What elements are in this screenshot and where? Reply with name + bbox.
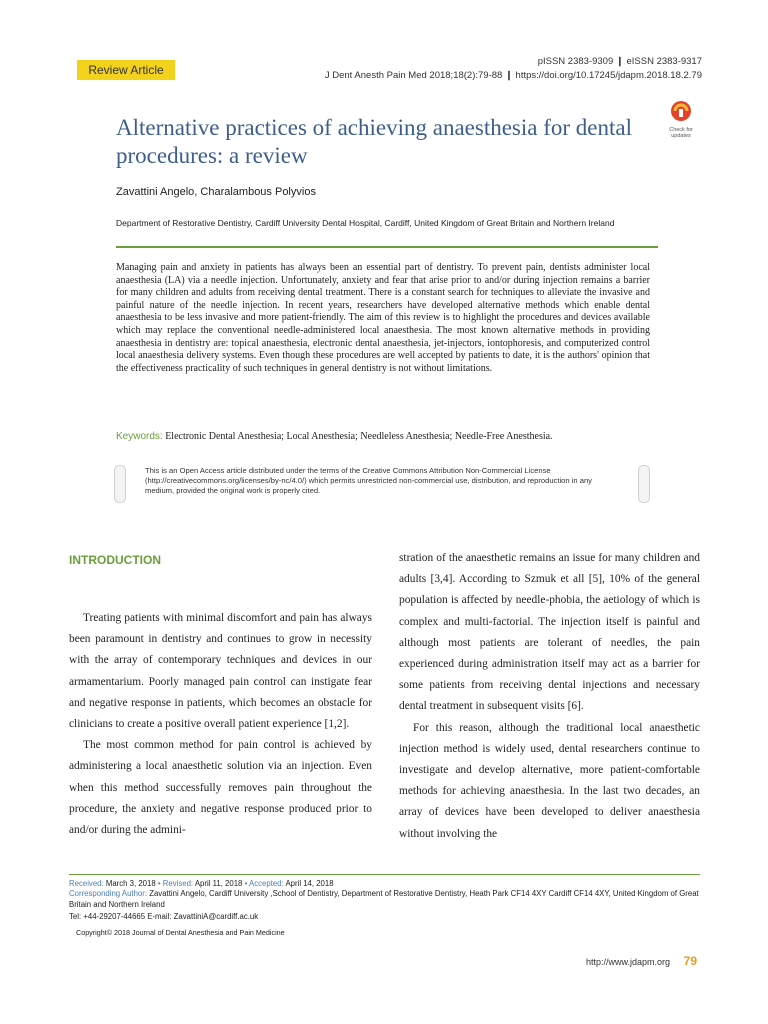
revised-date: April 11, 2018 (194, 879, 243, 888)
accepted-label: • Accepted: (244, 879, 284, 888)
accepted-date: April 14, 2018 (285, 879, 334, 888)
dates-line (69, 879, 334, 888)
abstract: Managing pain and anxiety in patients has always been an essential part of dentistry. To prevent pain, dentists administer local anaesthesia (LA) via a needle injection. Unfortunately, anxiety and fear that arise prior to and/or during injection remains a barrier for many children and adults from receiving dental treatment. There is a constant search for techniques to alleviate the invasive and painful nature of the needle injection. In recent years, researchers have developed alternative methods which enable dental anaesthesia to be less invasive and more patient-friendly. The aim of this review is to highlight the procedures and devices available which may replace the conventional needle-administered local anaesthesia. The most known alternative methods in providing anaesthesia in dentistry are: topical anaesthesia, electronic dental anaesthesia, jet-injectors, iontophoresis, and computerized control local anaesthesia delivery systems. Even though these procedures are well accepted by patients to date, it is the authors' opinion that the effectiveness practicality of such techniques in general dentistry is not without limitations. (116, 262, 650, 374)
contact-line: Tel: +44-29207-44665 E-mail: ZavattiniA@cardiff.ac.uk (69, 912, 259, 921)
received-date: March 3, 2018 (105, 879, 156, 888)
affiliation: Department of Restorative Dentistry, Cardiff University Dental Hospital, Cardiff, United Kingdom of Great Britain and Northern Ireland (116, 218, 615, 228)
journal-website-link[interactable]: http://www.jdapm.org (585, 957, 670, 967)
check-for-updates-badge[interactable] (664, 100, 698, 139)
journal-citation[interactable]: J Dent Anesth Pain Med 2018;18(2):79-88 ❙ https://doi.org/10.17245/jdapm.2018.18.2.79 (324, 70, 702, 81)
paragraph: stration of the anaesthetic remains an issue for many children and adults [3,4]. According to Szmuk et all [5], 10% of the general population is affected by needle-phobia, the aetiology of which is complex and multi-factorial. The injection itself is painful and although most patients are tolerant of needles, the pain experienced during administration itself may act as a barrier for some patients from receiving dental injections and necessary dental treatment in subsequent visits [6]. (399, 552, 700, 713)
keywords-line (116, 431, 656, 442)
copyright: Copyright© 2018 Journal of Dental Anesthesia and Pain Medicine (76, 928, 285, 937)
revised-label: • Revised: (157, 879, 194, 888)
corresponding-text: Zavattini Angelo, Cardiff University ,School of Dentistry, Department of Restorative Dentistry, Heath Park CF14 4XY Cardiff CF14 4XY, United Kingdom of Great Britain and Northern Ireland (69, 889, 699, 909)
authors: Zavattini Angelo, Charalambous Polyvios (116, 186, 316, 198)
open-access-notice: This is an Open Access article distributed under the terms of the Creative Commons Attribution Non-Commercial License (http://creativecommons.org/licenses/by-nc/4.0/) which permits unrestricted non-commercial use, distribution, and reproduction in any medium, provided the original work is properly cited. (145, 466, 592, 495)
body-column-left (69, 608, 372, 841)
received-label: Received: (69, 879, 104, 888)
body-column-right (399, 548, 700, 845)
corresponding-label: Corresponding Author: (69, 889, 148, 898)
paragraph: Treating patients with minimal discomfort and pain has always been paramount in dentistry and continues to grow in necessity with the array of contemporary techniques and devices in our armamentarium. Poorly managed pain control can instigate fear and negative response in patients, which becomes an obstacle for clinicians to create a positive overall patient experience [1,2]. (69, 612, 372, 731)
check-updates-label: Check for updates (669, 127, 693, 139)
paragraph: The most common method for pain control is achieved by administering a local anaesthetic solution via an injection. Even when this method successfully removes pain throughout the procedure, the anxiety and negative response produced prior to and/or during the admini- (69, 739, 372, 837)
right-bracket-icon (638, 465, 650, 503)
check-updates-icon (664, 100, 698, 122)
section-heading-introduction: INTRODUCTION (69, 553, 161, 567)
issn-line: pISSN 2383-9309 ❙ eISSN 2383-9317 (537, 56, 702, 67)
keywords-text: Electronic Dental Anesthesia; Local Anesthesia; Needleless Anesthesia; Needle-Free Anesthesia. (165, 431, 553, 442)
open-access-box (114, 463, 650, 503)
corresponding-author (69, 889, 700, 910)
left-bracket-icon (114, 465, 126, 503)
footer-divider (69, 874, 700, 875)
page-number: 79 (683, 954, 697, 968)
paragraph: For this reason, although the traditional local anaesthetic injection method is widely used, dental researchers continue to investigate and develop alternative, more patient-comfortable methods for achieving anaesthesia. In the last two decades, an array of devices have been developed to deliver anaesthesia without involving the (399, 721, 700, 840)
title-divider (116, 246, 658, 248)
article-title: Alternative practices of achieving anaesthesia for dental procedures: a review (116, 115, 632, 168)
keywords-label: Keywords: (116, 431, 163, 442)
article-type-badge: Review Article (77, 60, 175, 80)
